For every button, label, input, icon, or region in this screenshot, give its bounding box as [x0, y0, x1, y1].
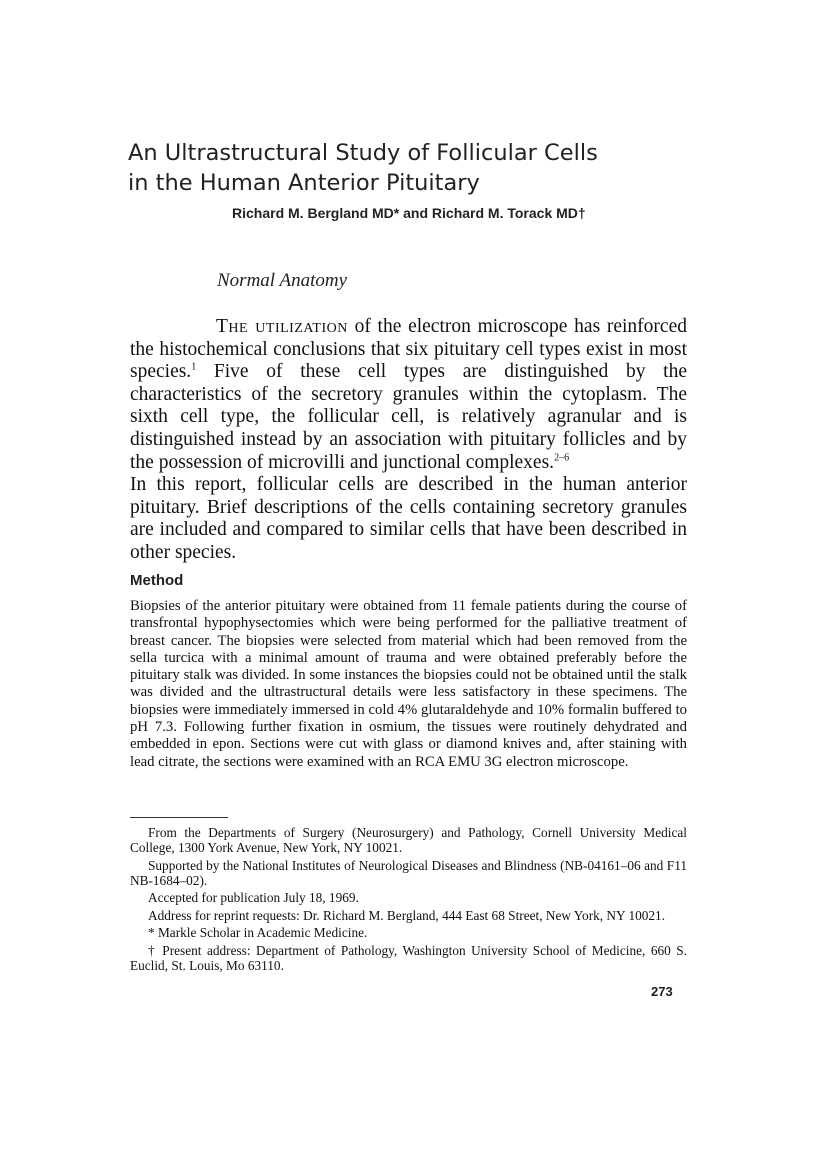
- reference-marker: 2–6: [554, 452, 570, 464]
- title-line-2: in the Human Anterior Pituitary: [128, 170, 480, 196]
- lead-in-smallcaps: The utilization: [216, 316, 348, 337]
- intro-text-b: Five of these cell types are distinguished by the characteristics of the secretory granules within the cytoplasm. The sixth cell type, the follicular cell, is relatively agranular and is distinguished instead by an association with pituitary follicles and by the possession of microvilli and junctional complexes.: [130, 361, 687, 473]
- method-paragraph: Biopsies of the anterior pituitary were obtained from 11 female patients during the course of transfrontal hypophysectomies which were being performed for the palliative treatment of breast cancer. The biopsies were selected from material which had been removed from the sella turcica with a minimal amount of trauma and were obtained preferably before the pituitary stalk was divided. In some instances the biopsies could not be obtained until the stalk was divided and the ultrastructural details were less satisfactory in these specimens. The biopsies were immediately immersed in cold 4% glutaraldehyde and 10% formalin buffered to pH 7.3. Following further fixation in osmium, the tissues were routinely dehydrated and embedded in epon. Sections were cut with glass or diamond knives and, after staining with lead citrate, the sections were examined with an RCA EMU 3G electron microscope.: [130, 598, 687, 770]
- footnote-present-address: † Present address: Department of Pathology, Washington University School of Medicine, 660 S. Euclid, St. Louis, Mo 63110.: [130, 942, 687, 973]
- introduction: [130, 316, 687, 565]
- reference-marker: 1: [191, 361, 197, 373]
- intro-paragraph-1: [130, 316, 687, 474]
- footnote-reprints: Address for reprint requests: Dr. Richard M. Bergland, 444 East 68 Street, New York, NY 10021.: [148, 907, 666, 923]
- footnote-accepted: Accepted for publication July 18, 1969.: [148, 890, 359, 905]
- author-line: Richard M. Bergland MD* and Richard M. Torack MD†: [232, 205, 586, 221]
- title-line-1: An Ultrastructural Study of Follicular Cells: [128, 140, 598, 166]
- footnote-affiliation: From the Departments of Surgery (Neurosurgery) and Pathology, Cornell University Medical College, 1300 York Avenue, New York, NY 10021.: [130, 825, 687, 855]
- intro-text-a: of the electron microscope has reinforced the histochemical conclusions that six pituitary cell types exist in most species.: [130, 316, 687, 383]
- footnote-divider: [130, 817, 228, 818]
- page-number: 273: [651, 984, 673, 999]
- method-heading: Method: [130, 572, 184, 589]
- article-title: [128, 138, 728, 198]
- footnote-support: Supported by the National Institutes of Neurological Diseases and Blindness (NB-04161–06 and F11 NB-1684–02).: [130, 857, 687, 888]
- footnote-scholar: * Markle Scholar in Academic Medicine.: [148, 925, 368, 940]
- footnotes: [130, 825, 687, 975]
- section-heading: Normal Anatomy: [217, 270, 348, 291]
- intro-paragraph-2: In this report, follicular cells are described in the human anterior pituitary. Brief descriptions of the cells containing secretory granules are included and compared to similar cells that have been described in other species.: [130, 474, 687, 563]
